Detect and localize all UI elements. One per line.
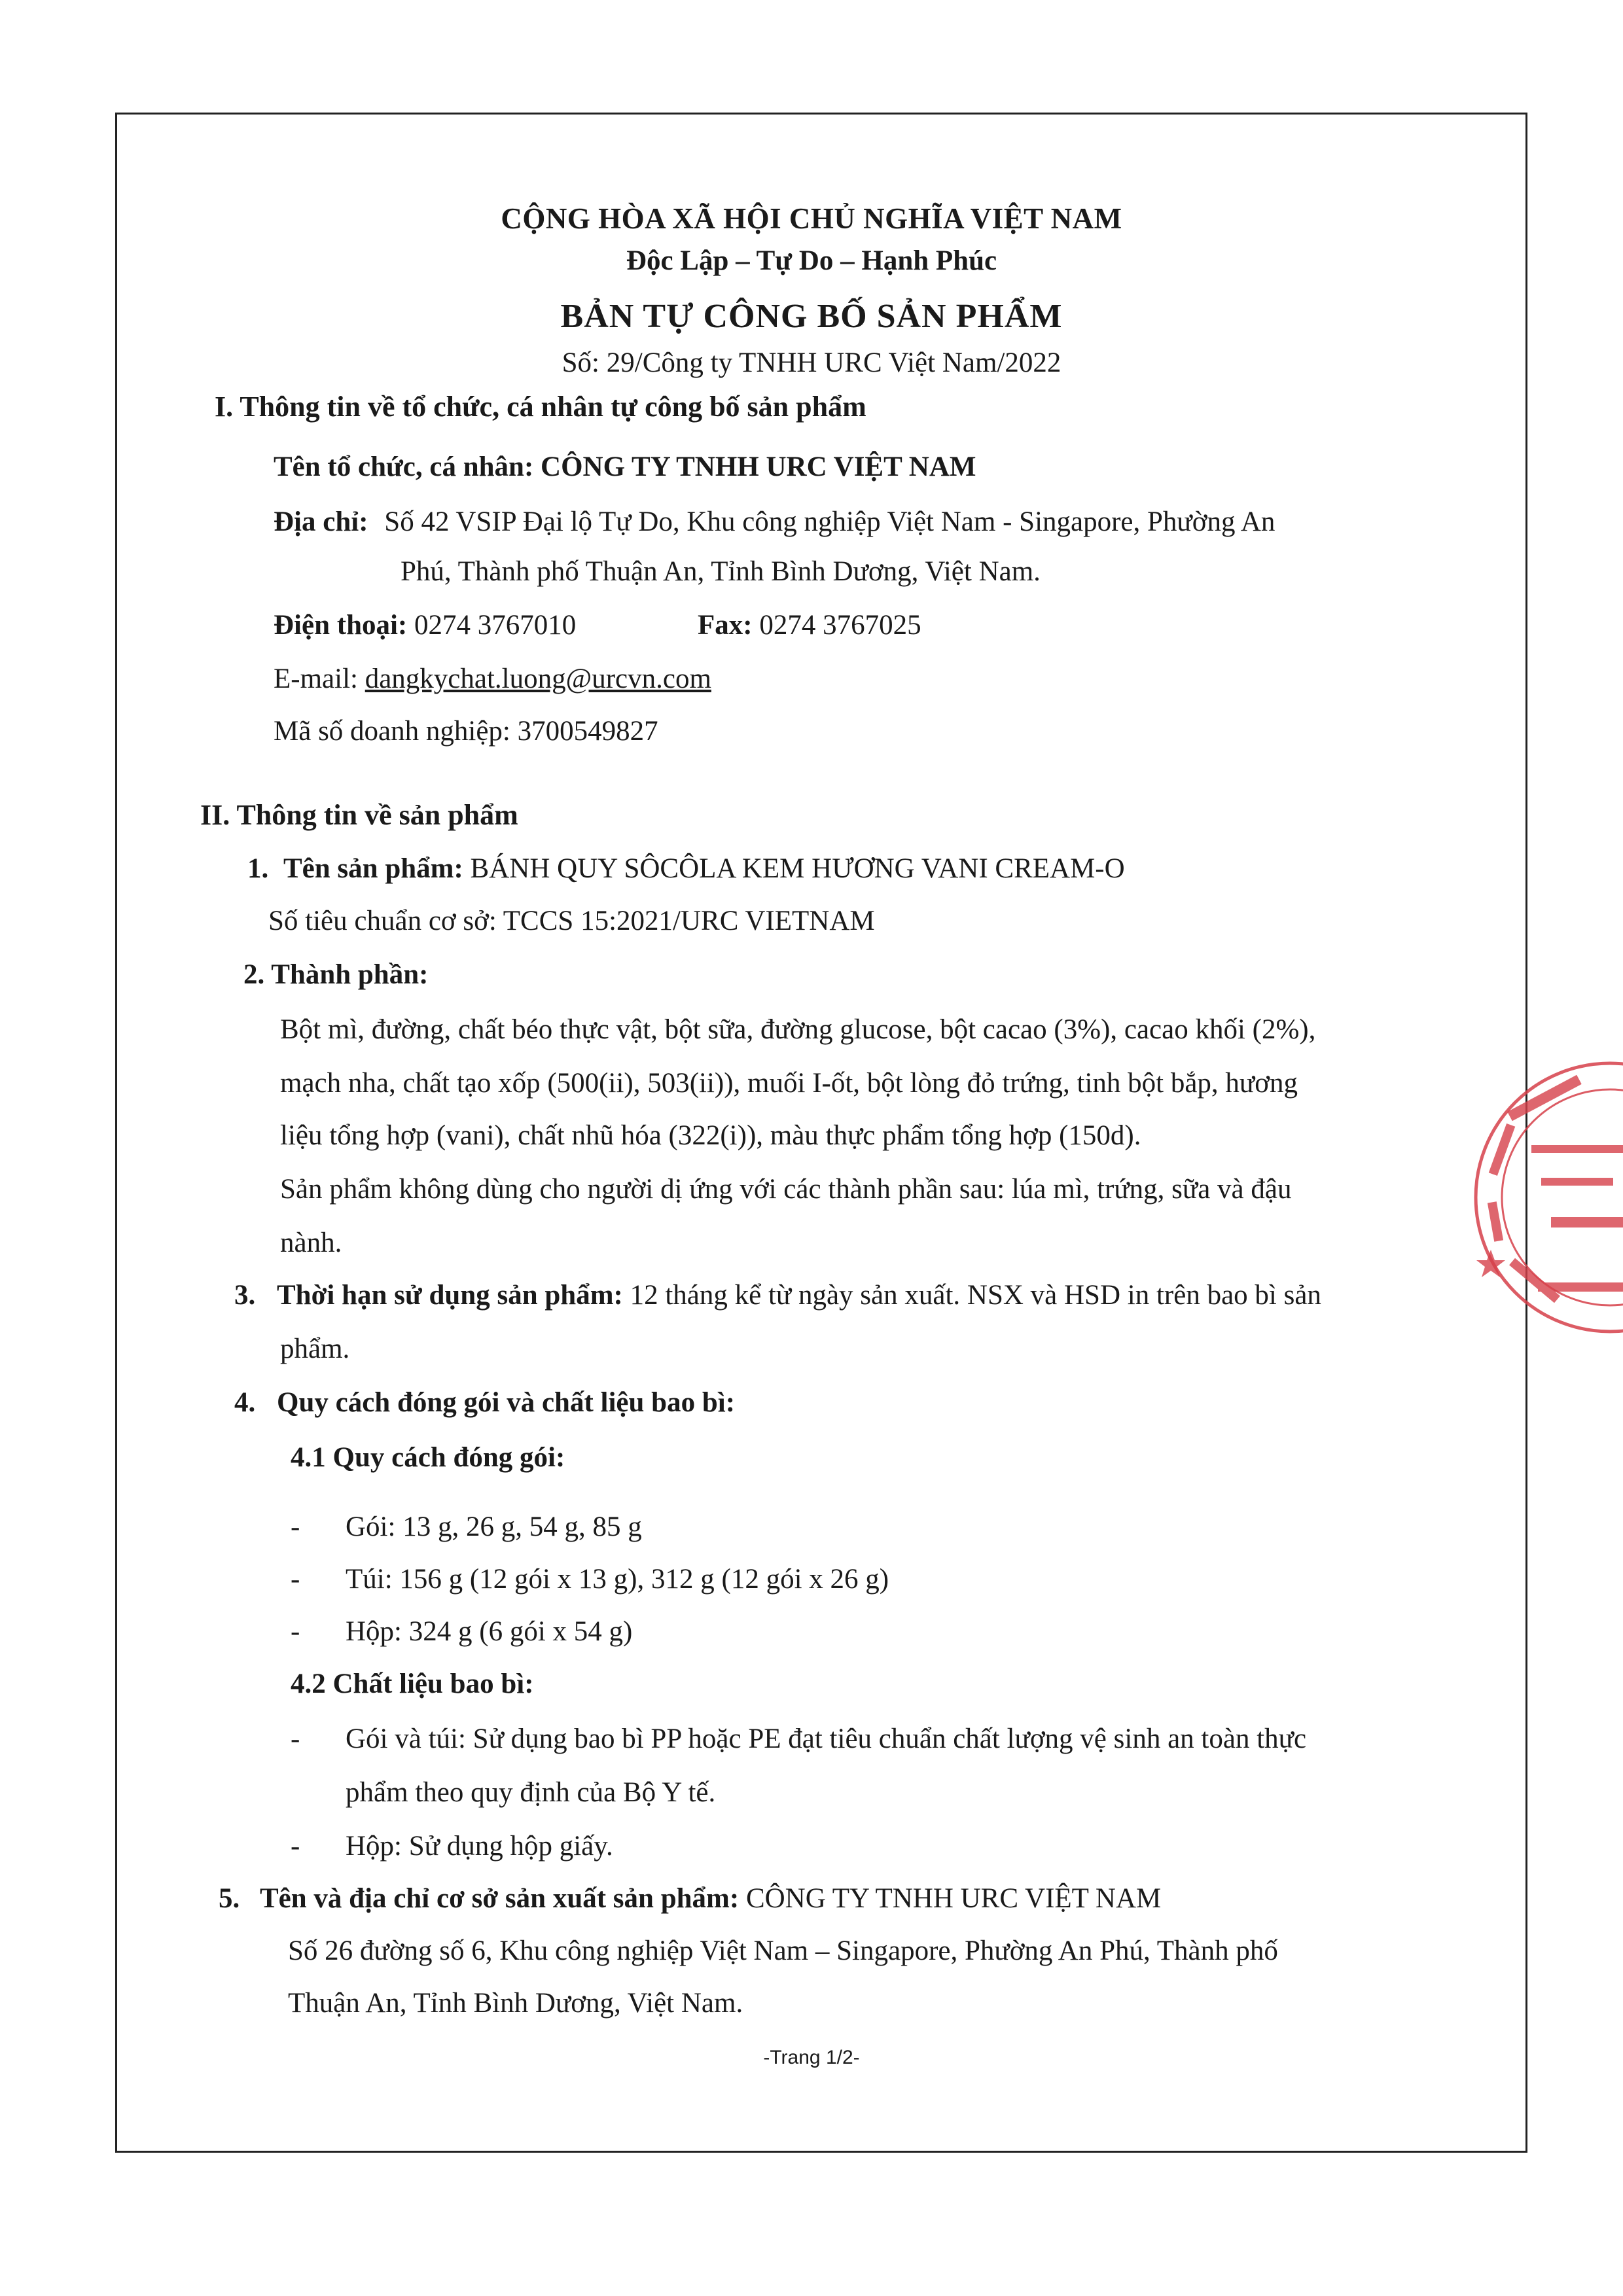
shelf-life-label: Thời hạn sử dụng sản phẩm: xyxy=(277,1280,623,1311)
standard-number: Số tiêu chuẩn cơ sở: TCCS 15:2021/URC VIETNAM xyxy=(268,906,875,936)
pack-item-2: Túi: 156 g (12 gói x 13 g), 312 g (12 gói x 26 g) xyxy=(346,1564,889,1595)
fax-label: Fax: xyxy=(698,610,753,641)
product-name-row xyxy=(247,851,1125,887)
product-name-value: BÁNH QUY SÔCÔLA KEM HƯƠNG VANI CREAM-O xyxy=(470,853,1125,884)
address-label: Địa chỉ: xyxy=(274,506,368,537)
org-label: Tên tổ chức, cá nhân: xyxy=(274,451,534,482)
ingredients-line-3: liệu tổng hợp (vani), chất nhũ hóa (322(i)), màu thực phẩm tổng hợp (150d). xyxy=(280,1120,1141,1151)
item-4-number: 4. xyxy=(234,1387,256,1418)
packaging-spec-heading: 4.1 Quy cách đóng gói: xyxy=(291,1442,565,1473)
allergen-line-1: Sản phẩm không dùng cho người dị ứng với các thành phần sau: lúa mì, trứng, sữa và đậu xyxy=(280,1174,1292,1205)
item-1-number: 1. xyxy=(247,853,269,884)
pack-item-3: Hộp: 324 g (6 gói x 54 g) xyxy=(346,1616,633,1647)
shelf-life-cont: phẩm. xyxy=(280,1333,350,1364)
document-number: Số: 29/Công ty TNHH URC Việt Nam/2022 xyxy=(562,347,1061,378)
packaging-heading: Quy cách đóng gói và chất liệu bao bì: xyxy=(277,1387,736,1418)
pack-dash-3: - xyxy=(291,1616,300,1647)
address-line-1: Số 42 VSIP Đại lộ Tự Do, Khu công nghiệp Việt Nam - Singapore, Phường An xyxy=(384,506,1275,537)
manufacturer-label: Tên và địa chỉ cơ sở sản xuất sản phẩm: xyxy=(260,1883,740,1914)
phone-row xyxy=(274,607,576,644)
org-value: CÔNG TY TNHH URC VIỆT NAM xyxy=(541,451,976,482)
ingredients-line-1: Bột mì, đường, chất béo thực vật, bột sữa, đường glucose, bột cacao (3%), cacao khối (2%), xyxy=(280,1014,1316,1045)
document-title: BẢN TỰ CÔNG BỐ SẢN PHẨM xyxy=(560,298,1063,335)
phone-label: Điện thoại: xyxy=(274,610,408,641)
nation-heading: CỘNG HÒA XÃ HỘI CHỦ NGHĨA VIỆT NAM xyxy=(501,202,1122,235)
allergen-line-2: nành. xyxy=(280,1227,342,1258)
email-row xyxy=(274,661,711,698)
item-5-number: 5. xyxy=(219,1883,240,1914)
pack-dash-1: - xyxy=(291,1511,300,1542)
material-1-line-2: phẩm theo quy định của Bộ Y tế. xyxy=(346,1777,716,1808)
email-link[interactable]: dangkychat.luong@urcvn.com xyxy=(365,663,711,694)
product-name-label: Tên sản phẩm: xyxy=(283,853,463,884)
tax-value: 3700549827 xyxy=(517,716,658,747)
material-2: Hộp: Sử dụng hộp giấy. xyxy=(346,1831,613,1862)
address-line-2: Phú, Thành phố Thuận An, Tỉnh Bình Dương, Việt Nam. xyxy=(401,556,1041,587)
ingredients-heading: 2. Thành phần: xyxy=(243,959,429,990)
pack-item-1: Gói: 13 g, 26 g, 54 g, 85 g xyxy=(346,1511,642,1542)
address-row xyxy=(274,504,1275,540)
tax-row xyxy=(274,713,658,750)
material-dash-1: - xyxy=(291,1723,300,1754)
packaging-material-heading: 4.2 Chất liệu bao bì: xyxy=(291,1669,534,1699)
company-seal xyxy=(1420,1053,1623,1341)
material-1-line-1: Gói và túi: Sử dụng bao bì PP hoặc PE đạt tiêu chuẩn chất lượng vệ sinh an toàn thực xyxy=(346,1723,1307,1754)
section-1-heading: I. Thông tin về tổ chức, cá nhân tự công bố sản phẩm xyxy=(215,391,866,423)
manufacturer-address-1: Số 26 đường số 6, Khu công nghiệp Việt Nam – Singapore, Phường An Phú, Thành phố xyxy=(288,1935,1278,1966)
pack-dash-2: - xyxy=(291,1564,300,1595)
manufacturer-row xyxy=(219,1881,1161,1917)
shelf-life-value: 12 tháng kể từ ngày sản xuất. NSX và HSD in trên bao bì sản xyxy=(630,1280,1321,1311)
manufacturer-address-2: Thuận An, Tỉnh Bình Dương, Việt Nam. xyxy=(288,1988,743,2019)
ingredients-line-2: mạch nha, chất tạo xốp (500(ii), 503(ii)), muối I-ốt, bột lòng đỏ trứng, tinh bột bắp, hương xyxy=(280,1068,1298,1099)
phone-value: 0274 3767010 xyxy=(414,610,577,641)
fax-value: 0274 3767025 xyxy=(759,610,921,641)
packaging-row xyxy=(234,1385,735,1421)
org-row xyxy=(274,449,976,486)
shelf-life-row xyxy=(234,1277,1321,1314)
section-2-heading: II. Thông tin về sản phẩm xyxy=(200,799,518,831)
item-3-number: 3. xyxy=(234,1280,256,1311)
fax-row xyxy=(698,607,921,644)
tax-label: Mã số doanh nghiệp: xyxy=(274,716,510,747)
seal-emblem xyxy=(1476,1075,1623,1303)
page-number: -Trang 1/2- xyxy=(763,2047,860,2068)
material-dash-2: - xyxy=(291,1831,300,1862)
motto: Độc Lập – Tự Do – Hạnh Phúc xyxy=(626,245,997,276)
email-label: E-mail: xyxy=(274,663,358,694)
manufacturer-value: CÔNG TY TNHH URC VIỆT NAM xyxy=(745,1883,1162,1914)
